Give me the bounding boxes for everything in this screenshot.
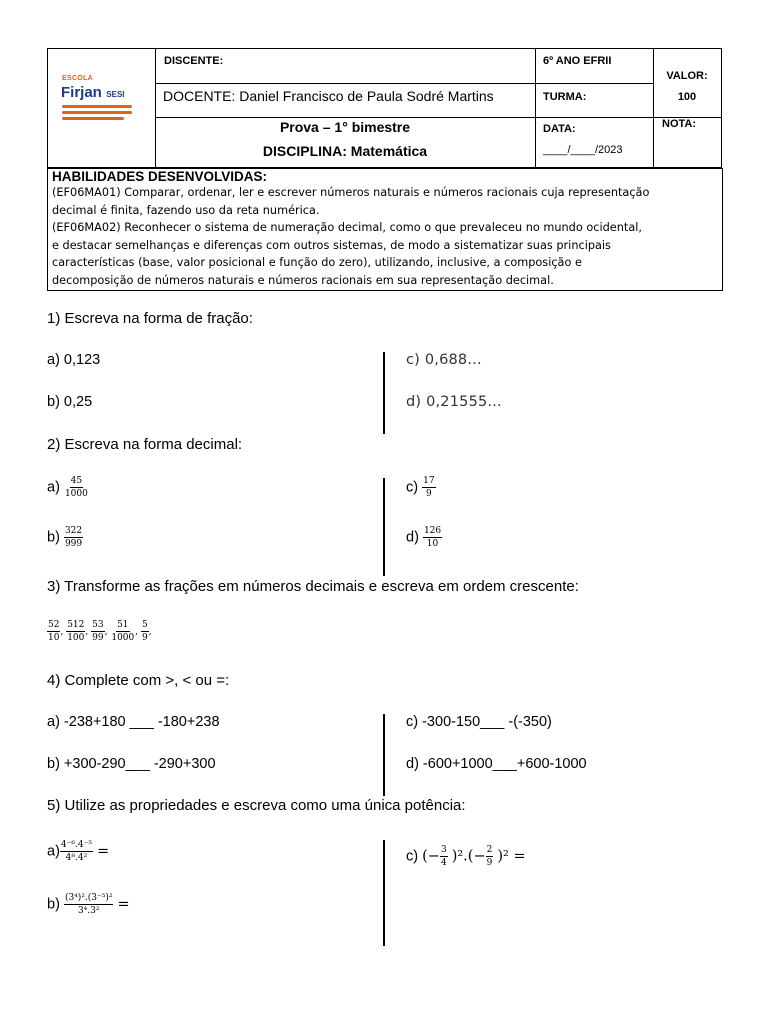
numerator: 17 — [423, 476, 435, 486]
q4-prompt: 4) Complete com >, < ou =: — [47, 672, 230, 689]
q3-fraction-list — [47, 620, 152, 643]
logo-firjan-text: Firjan — [61, 84, 102, 101]
q4-divider — [383, 714, 385, 796]
q2-item-a — [47, 476, 89, 499]
denominator: 100 — [67, 633, 85, 643]
q5-item-b — [47, 893, 130, 916]
logo-escola-text: ESCOLA — [62, 75, 93, 82]
skill-line: decomposição de números naturais e números racionais em sua representação decimal. — [52, 273, 554, 287]
denominator: 999 — [64, 539, 83, 549]
q2-d-label: d) — [406, 529, 419, 546]
comma: , — [135, 627, 139, 637]
q5-item-c — [406, 845, 526, 868]
denominator: 1000 — [111, 633, 135, 643]
numerator: 3 — [440, 845, 447, 855]
q2-a-fraction — [64, 476, 89, 499]
q1-item-a: a) 0,123 — [47, 352, 101, 368]
q3-fraction — [141, 620, 149, 643]
skill-line: e destacar semelhanças e diferenças com outros sistemas, de modo a sistematizar suas principais — [52, 238, 611, 252]
q5-a-label: a) — [47, 843, 60, 860]
numerator: 53 — [92, 620, 104, 630]
denominator: 9 — [142, 633, 148, 643]
numerator: 52 — [48, 620, 60, 630]
q4-item-d: d) -600+1000___+600-1000 — [406, 756, 587, 772]
logo-wave-3 — [62, 117, 124, 120]
q3-fraction — [91, 620, 104, 643]
skill-line: (EF06MA02) Reconhecer o sistema de numeração decimal, como o que prevaleceu no mundo ocidental, — [52, 221, 642, 235]
q1-item-b: b) 0,25 — [47, 394, 93, 410]
numerator: 51 — [117, 620, 129, 630]
nota-label: NOTA: — [662, 118, 697, 130]
q2-d-fraction — [423, 526, 442, 549]
numerator: 4⁻⁶.4⁻⁵ — [60, 840, 92, 850]
turma-label: TURMA: — [543, 91, 587, 103]
q3-fraction — [66, 620, 85, 643]
comma: , — [148, 627, 152, 637]
skill-line: características (base, valor posicional e função do zero), utilizando, inclusive, a composição e — [52, 256, 582, 270]
q2-b-fraction — [64, 526, 83, 549]
denominator: 1000 — [64, 489, 88, 499]
skills-box — [47, 168, 723, 291]
q2-divider — [383, 478, 385, 576]
q1-prompt: 1) Escreva na forma de fração: — [47, 310, 253, 327]
q5-c-open: (− — [422, 848, 440, 865]
q5-a-fraction — [60, 840, 93, 863]
data-value: ____/____/2023 — [543, 144, 623, 156]
q5-c-label: c) — [406, 848, 419, 865]
numerator: (3⁴)².(3⁻⁵)² — [64, 893, 113, 903]
comma: , — [60, 627, 64, 637]
comma: , — [104, 627, 108, 637]
disciplina-label: DISCIPLINA: Matemática — [262, 143, 428, 159]
denominator: 4 — [440, 858, 447, 868]
q2-prompt: 2) Escreva na forma decimal: — [47, 436, 243, 453]
ano-label: 6º ANO EFRII — [543, 55, 612, 67]
docente-label: DOCENTE: Daniel Francisco de Paula Sodré Martins — [163, 88, 494, 104]
q4-item-c: c) -300-150___ -(-350) — [406, 714, 552, 730]
q1-divider — [383, 352, 385, 434]
q3-fraction — [110, 620, 135, 643]
denominator: 9 — [425, 489, 432, 499]
q2-c-fraction — [422, 476, 435, 499]
denominator: 9 — [486, 858, 493, 868]
q2-item-c — [406, 476, 436, 499]
valor-label: VALOR: — [666, 70, 708, 82]
skill-line: decimal é finita, fazendo uso da reta numérica. — [52, 203, 320, 217]
q4-item-a: a) -238+180 ___ -180+238 — [47, 714, 220, 730]
denominator: 10 — [426, 539, 439, 549]
q5-c-fraction-2 — [486, 845, 494, 868]
q5-item-a — [47, 840, 109, 863]
school-logo — [60, 75, 150, 123]
numerator: 322 — [64, 526, 83, 536]
q2-a-label: a) — [47, 479, 60, 496]
equals-sign: = — [96, 843, 110, 860]
denominator: 3⁴.3² — [77, 906, 100, 916]
q2-c-label: c) — [406, 479, 419, 496]
q2-b-label: b) — [47, 529, 60, 546]
q2-item-d — [406, 526, 442, 549]
equals-sign: = — [117, 896, 130, 913]
q2-item-b — [47, 526, 83, 549]
q1-item-c: c) 0,688... — [406, 352, 482, 368]
denominator: 99 — [92, 633, 104, 643]
q5-c-close: )² = — [497, 848, 526, 865]
discente-label: DISCENTE: — [164, 55, 224, 67]
q5-b-fraction — [64, 893, 114, 916]
q4-item-b: b) +300-290___ -290+300 — [47, 756, 216, 772]
q3-fraction — [47, 620, 60, 643]
comma: , — [85, 627, 89, 637]
q5-c-mid: )².(− — [451, 848, 486, 865]
exam-title: Prova – 1° bimestre — [279, 119, 411, 135]
skill-line: (EF06MA01) Comparar, ordenar, ler e escrever números naturais e números racionais cuja representação — [52, 186, 650, 199]
logo-wave-2 — [62, 111, 132, 114]
q5-c-fraction-1 — [440, 845, 448, 868]
numerator: 126 — [423, 526, 442, 536]
data-label: DATA: — [543, 123, 576, 135]
q3-prompt: 3) Transforme as frações em números decimais e escreva em ordem crescente: — [47, 578, 579, 595]
q1-item-d: d) 0,21555... — [406, 394, 502, 410]
numerator: 5 — [142, 620, 148, 630]
numerator: 512 — [67, 620, 85, 630]
valor-value: 100 — [677, 91, 697, 103]
q5-b-label: b) — [47, 896, 60, 913]
denominator: 10 — [48, 633, 60, 643]
q5-divider — [383, 840, 385, 946]
logo-wave-1 — [62, 105, 132, 108]
skills-title: HABILIDADES DESENVOLVIDAS: — [52, 169, 268, 184]
numerator: 2 — [486, 845, 493, 855]
denominator: 4⁸.4² — [65, 853, 88, 863]
logo-sesi-text: SESI — [106, 90, 125, 99]
q5-prompt: 5) Utilize as propriedades e escreva como uma única potência: — [47, 797, 466, 814]
numerator: 45 — [70, 476, 83, 486]
